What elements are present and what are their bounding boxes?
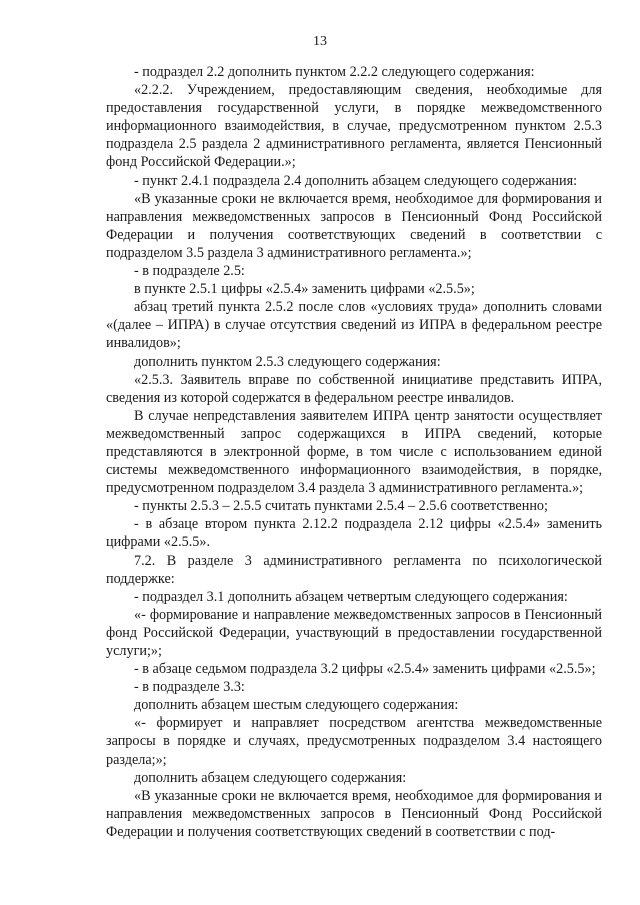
paragraph: «В указанные сроки не включается время, необходимое для формирования и направления межведомственных запросов в Пенсионный Фонд Российской Федерации и получения соответствующих сведений в соответствии с под- (106, 787, 602, 840)
paragraph: - в подразделе 3.3: (134, 679, 245, 696)
paragraph: «В указанные сроки не включается время, необходимое для формирования и направления межведомственных запросов в Пенсионный Фонд Российской Федерации и получения соответствующих сведений в соответствии с подразделом 3.5 раздела 3 административного регламента.»; (106, 190, 602, 261)
paragraph: - пункты 2.5.3 – 2.5.5 считать пунктами 2.5.4 – 2.5.6 соответственно; (134, 498, 548, 515)
paragraph: - пункт 2.4.1 подраздела 2.4 дополнить абзацем следующего содержания: (134, 172, 578, 189)
paragraph: 7.2. В разделе 3 административного регламента по психологической поддержке: (106, 552, 602, 587)
paragraph: дополнить абзацем шестым следующего содержания: (134, 697, 459, 714)
paragraph: - в абзаце седьмом подраздела 3.2 цифры «2.5.4» заменить цифрами «2.5.5»; (134, 661, 596, 678)
paragraph: В случае непредставления заявителем ИПРА центр занятости осуществляет межведомственный запрос содержащихся в ИПРА сведений, которые представляются в электронной форме, в том числе с использованием единой системы межведомственного информационного взаимодействия, в порядке, предусмотренном подразделом 3.4 раздела 3 административного регламента.»; (106, 407, 602, 497)
paragraph: «- формирование и направление межведомственных запросов в Пенсионный фонд Российской Федерации, участвующий в предоставлении государственной услуги;»; (106, 606, 602, 659)
paragraph: «2.5.3. Заявитель вправе по собственной инициативе представить ИПРА, сведения из которой содержатся в федеральном реестре инвалидов. (106, 371, 602, 406)
paragraph: - в подразделе 2.5: (134, 263, 245, 280)
paragraph: - в абзаце втором пункта 2.12.2 подраздела 2.12 цифры «2.5.4» заменить цифрами «2.5.5». (106, 516, 602, 551)
paragraph: «2.2.2. Учреждением, предоставляющим сведения, необходимые для предоставления государственной услуги, в порядке межведомственного информационного взаимодействия, в случае, предусмотренном пунктом 2.5.3 подраздела 2.5 раздела 2 административного регламента, является Пенсионный фонд Российской Федерации.»; (106, 82, 602, 171)
paragraph: дополнить абзацем следующего содержания: (134, 769, 407, 786)
paragraph: дополнить пунктом 2.5.3 следующего содержания: (134, 353, 441, 370)
paragraph: абзац третий пункта 2.5.2 после слов «условиях труда» дополнить словами «(далее – ИПРА) в случае отсутствия сведений из ИПРА в федеральном реестре инвалидов»; (106, 299, 602, 352)
document-body (106, 63, 602, 841)
paragraph: в пункте 2.5.1 цифры «2.5.4» заменить цифрами «2.5.5»; (134, 281, 475, 298)
paragraph: «- формирует и направляет посредством агентства межведомственные запросы в порядке и случаях, предусмотренных подразделом 3.4 настоящего раздела;»; (106, 715, 602, 768)
paragraph: - подраздел 2.2 дополнить пунктом 2.2.2 следующего содержания: (134, 64, 535, 80)
page-number: 13 (313, 34, 327, 49)
paragraph: - подраздел 3.1 дополнить абзацем четвертым следующего содержания: (134, 588, 568, 605)
